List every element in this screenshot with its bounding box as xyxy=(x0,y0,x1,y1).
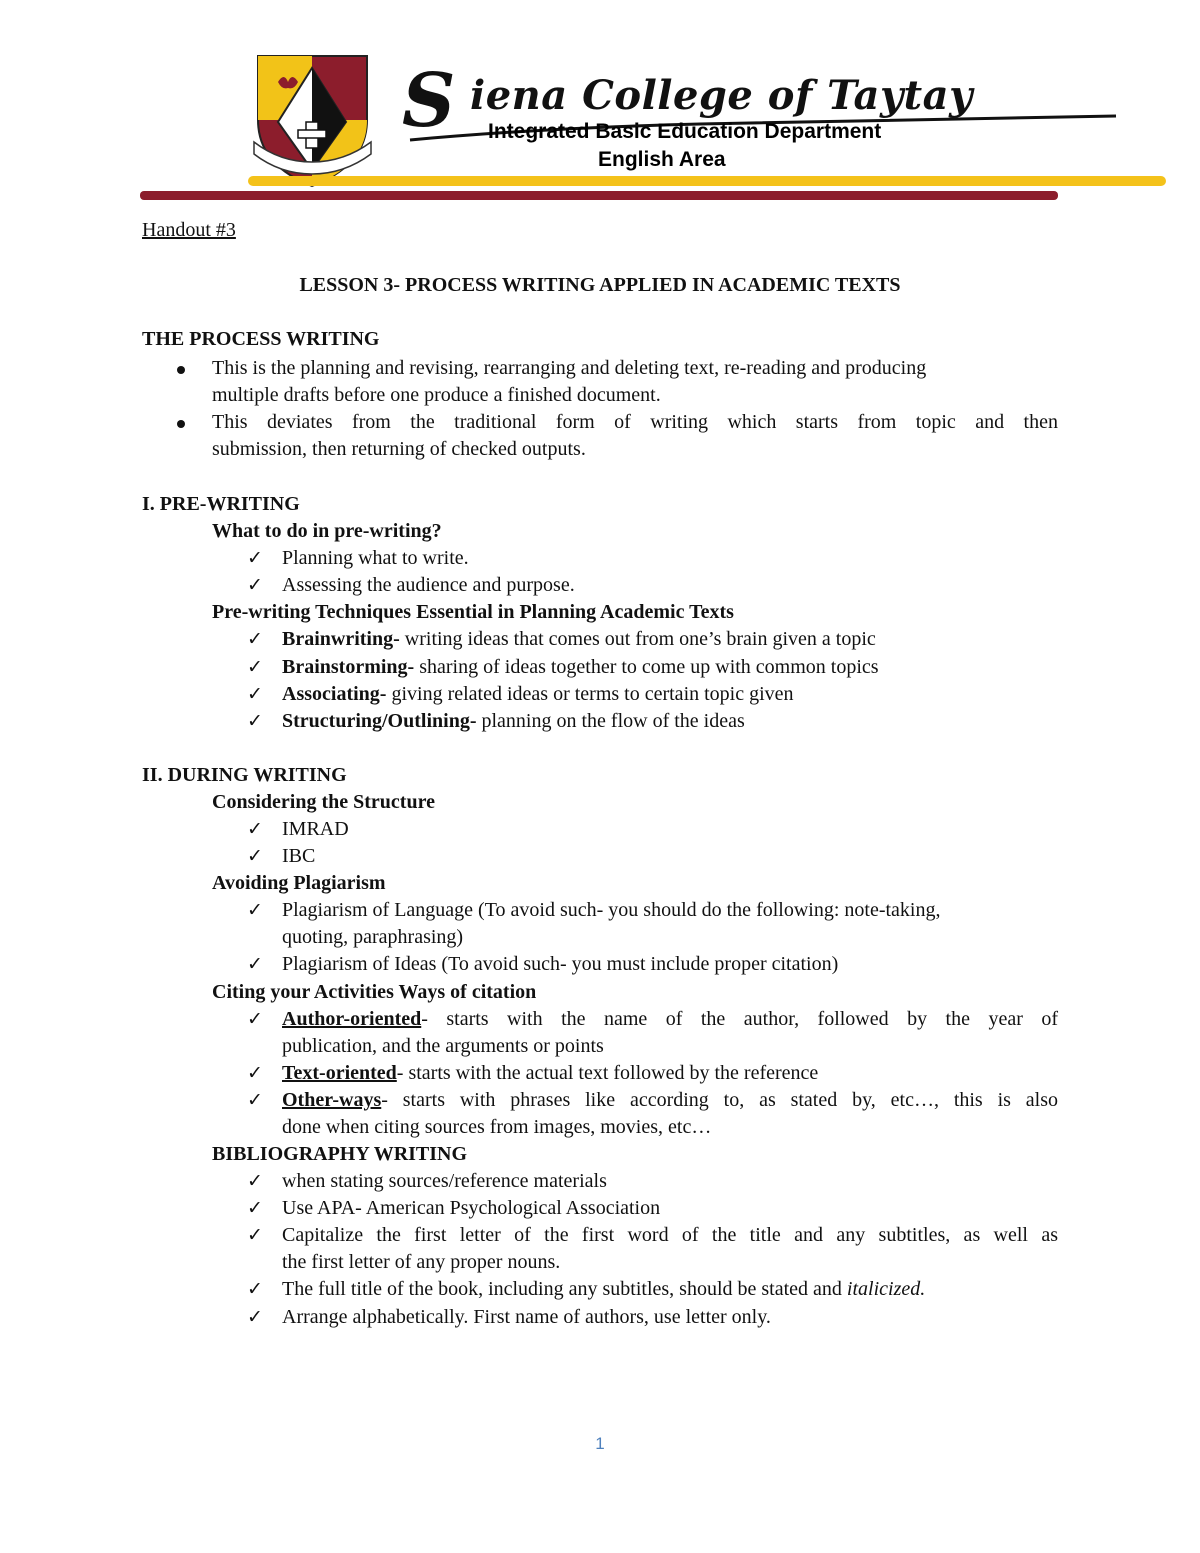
check-icon: ✓ xyxy=(247,1089,263,1111)
process-bullet-1-line-2: multiple drafts before one produce a finished document. xyxy=(212,384,661,406)
check-icon: ✓ xyxy=(247,656,263,678)
technique-brainwriting: Brainwriting- writing ideas that comes out from one’s brain given a topic xyxy=(282,628,876,650)
structure-item: IMRAD xyxy=(282,818,349,840)
check-icon: ✓ xyxy=(247,1170,263,1192)
citation-author-oriented-line-2: publication, and the arguments or points xyxy=(282,1035,604,1057)
check-icon: ✓ xyxy=(247,710,263,732)
plagiarism-ideas: Plagiarism of Ideas (To avoid such- you must include proper citation) xyxy=(282,953,839,975)
technique-structuring: Structuring/Outlining- planning on the flow of the ideas xyxy=(282,710,745,732)
structure-item: IBC xyxy=(282,845,316,867)
check-icon: ✓ xyxy=(247,818,263,840)
check-icon: ✓ xyxy=(247,683,263,705)
maroon-divider xyxy=(140,191,1058,200)
pre-writing-item: Planning what to write. xyxy=(282,547,469,569)
citation-text-oriented: Text-oriented- starts with the actual text followed by the reference xyxy=(282,1062,819,1084)
check-icon: ✓ xyxy=(247,899,263,921)
bibliography-item-line-2: the first letter of any proper nouns. xyxy=(282,1251,561,1273)
check-icon: ✓ xyxy=(247,547,263,569)
page-number: 1 xyxy=(595,1434,605,1453)
college-name: iena College of Taytay xyxy=(470,72,973,119)
section-heading-during-writing: II. DURING WRITING xyxy=(142,764,347,786)
pre-writing-item: Assessing the audience and purpose. xyxy=(282,574,575,596)
section-heading-process: THE PROCESS WRITING xyxy=(142,328,380,350)
bibliography-heading: BIBLIOGRAPHY WRITING xyxy=(212,1143,468,1165)
letterhead xyxy=(0,0,1200,210)
citation-other-ways-line-2: done when citing sources from images, movies, etc… xyxy=(282,1116,712,1138)
gold-divider xyxy=(248,176,1166,186)
during-subheading-structure: Considering the Structure xyxy=(212,791,435,813)
pre-writing-subheading-2: Pre-writing Techniques Essential in Planning Academic Texts xyxy=(212,601,734,623)
logo-initial: S xyxy=(402,62,456,142)
lesson-title: LESSON 3- PROCESS WRITING APPLIED IN ACADEMIC TEXTS xyxy=(299,274,901,296)
check-icon: ✓ xyxy=(247,1306,263,1328)
bullet-icon xyxy=(177,420,185,428)
check-icon: ✓ xyxy=(247,1062,263,1084)
bibliography-item: Arrange alphabetically. First name of authors, use letter only. xyxy=(282,1306,771,1328)
college-crest-logo xyxy=(250,50,375,190)
check-icon: ✓ xyxy=(247,1278,263,1300)
handout-label: Handout #3 xyxy=(142,219,236,241)
pre-writing-subheading-1: What to do in pre-writing? xyxy=(212,520,442,542)
citation-other-ways-line-1: Other-ways- starts with phrases like according to, as stated by, etc…, this is also xyxy=(282,1089,1058,1111)
process-bullet-2-line-2: submission, then returning of checked outputs. xyxy=(212,438,586,460)
check-icon: ✓ xyxy=(247,628,263,650)
check-icon: ✓ xyxy=(247,845,263,867)
department-name: Integrated Basic Education Department xyxy=(488,120,882,143)
area-name: English Area xyxy=(598,148,726,171)
bibliography-item-line-1: Capitalize the first letter of the first word of the title and any subtitles, as well as xyxy=(282,1224,1058,1246)
bibliography-item: when stating sources/reference materials xyxy=(282,1170,607,1192)
plagiarism-language-line-1: Plagiarism of Language (To avoid such- you should do the following: note-taking, xyxy=(282,899,941,921)
check-icon: ✓ xyxy=(247,953,263,975)
technique-associating: Associating- giving related ideas or terms to certain topic given xyxy=(282,683,794,705)
section-heading-pre-writing: I. PRE-WRITING xyxy=(142,493,300,515)
check-icon: ✓ xyxy=(247,1197,263,1219)
check-icon: ✓ xyxy=(247,574,263,596)
during-subheading-plagiarism: Avoiding Plagiarism xyxy=(212,872,386,894)
process-bullet-2-line-1: This deviates from the traditional form of writing which starts from topic and then xyxy=(212,411,1058,433)
during-subheading-citation: Citing your Activities Ways of citation xyxy=(212,981,537,1003)
citation-author-oriented-line-1: Author-oriented- starts with the name of the author, followed by the year of xyxy=(282,1008,1058,1030)
check-icon: ✓ xyxy=(247,1008,263,1030)
technique-brainstorming: Brainstorming- sharing of ideas together to come up with common topics xyxy=(282,656,879,678)
bibliography-item: Use APA- American Psychological Association xyxy=(282,1197,661,1219)
process-bullet-1-line-1: This is the planning and revising, rearranging and deleting text, re-reading and producing xyxy=(212,357,927,379)
bullet-icon xyxy=(177,366,185,374)
check-icon: ✓ xyxy=(247,1224,263,1246)
plagiarism-language-line-2: quoting, paraphrasing) xyxy=(282,926,464,948)
bibliography-item: The full title of the book, including any subtitles, should be stated and italicized. xyxy=(282,1278,926,1300)
